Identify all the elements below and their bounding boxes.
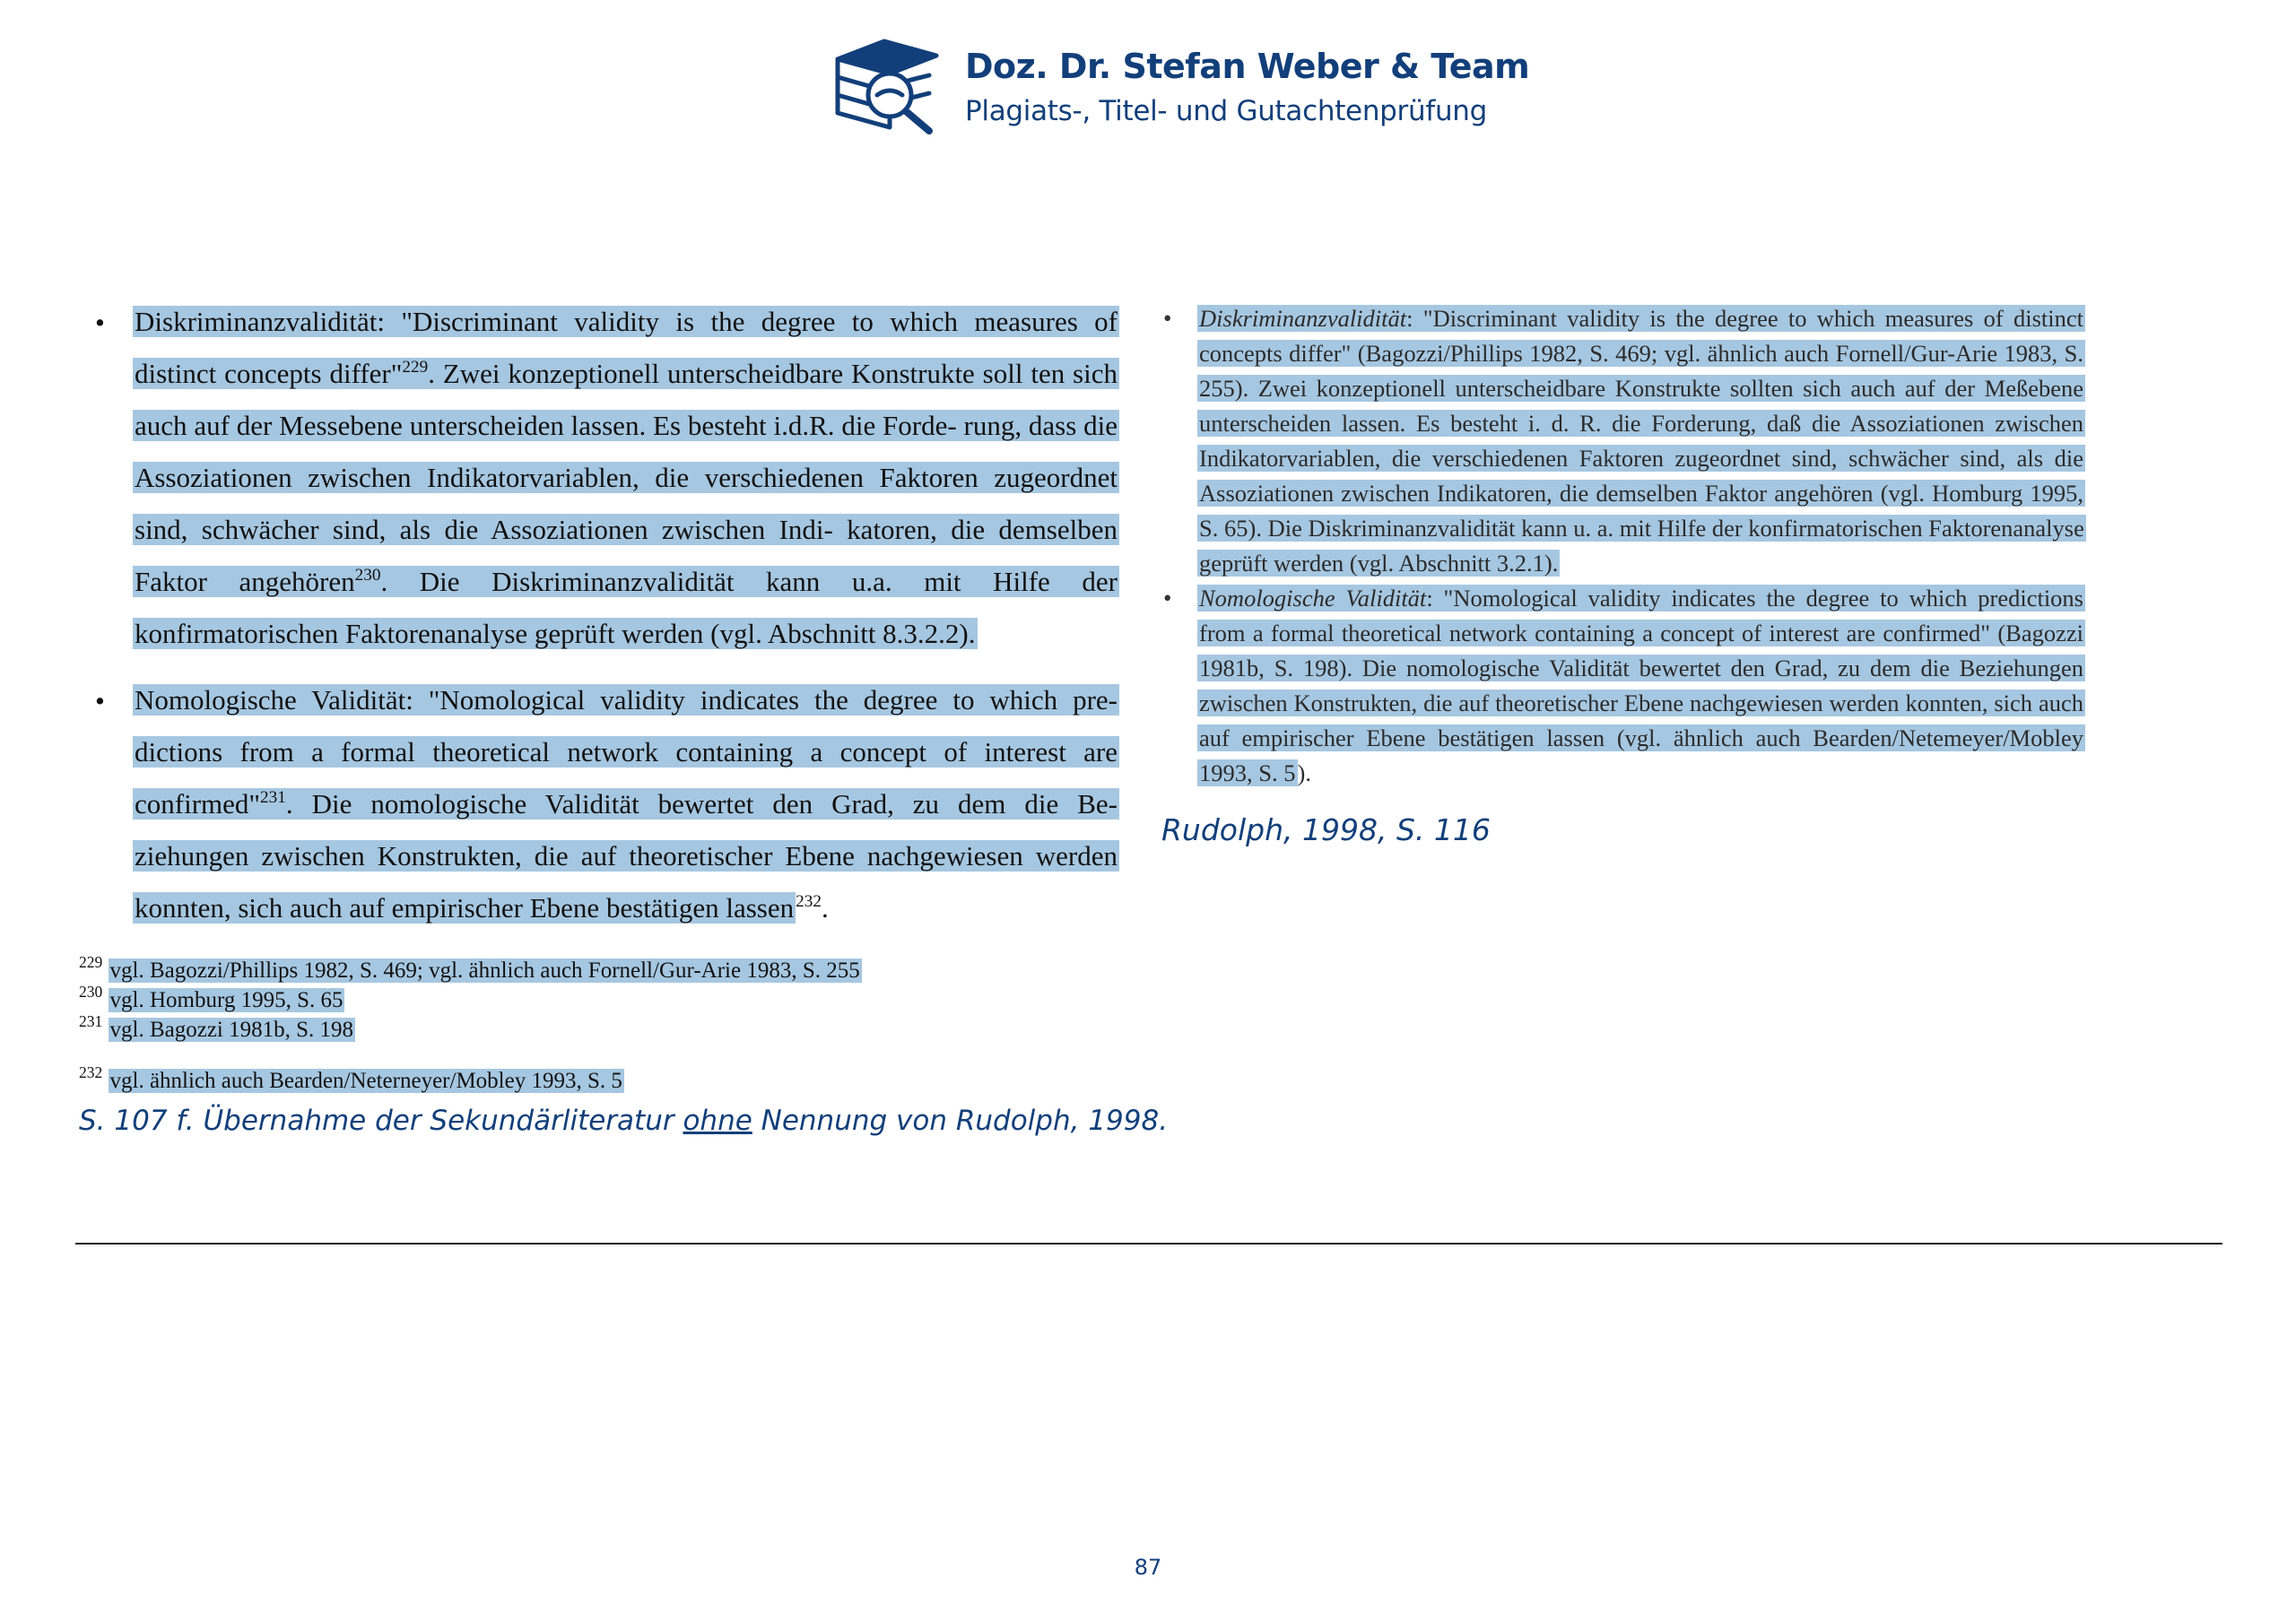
footnote bbox=[79, 985, 1119, 1015]
term: Diskriminanzvalidität bbox=[1199, 305, 1407, 332]
caption-text: Nennung von Rudolph, 1998. bbox=[752, 1105, 1169, 1137]
right-caption: Rudolph, 1998, S. 116 bbox=[1161, 812, 1491, 847]
brand-title: Doz. Dr. Stefan Weber & Team bbox=[965, 47, 1530, 86]
text-segment: . bbox=[821, 892, 829, 924]
bullet: • bbox=[95, 307, 105, 338]
text-segment: ). bbox=[1297, 759, 1311, 786]
paragraph bbox=[1197, 301, 2085, 581]
source-item-nomologische-validitaet bbox=[1161, 581, 2085, 791]
footnote-text: vgl. Homburg 1995, S. 65 bbox=[109, 988, 344, 1012]
caption-emphasis: ohne bbox=[683, 1105, 752, 1137]
footnote-ref: 230 bbox=[354, 566, 381, 585]
footnote-ref: 232 bbox=[796, 892, 822, 912]
list-item-diskriminanzvaliditaet bbox=[79, 296, 1119, 660]
text-segment: . Die Diskriminanzvalidität kann u.a. mit Hilfe der konfirmatorischen Faktorenanalyse geprüft werden (vgl. Abschnitt 8.3.2.2). bbox=[135, 566, 1118, 649]
paragraph bbox=[133, 674, 1119, 934]
footnote-ref: 231 bbox=[260, 788, 286, 808]
footnote-text: vgl. Bagozzi/Phillips 1982, S. 469; vgl. ähnlich auch Fornell/Gur-Arie 1983, S. 255 bbox=[109, 958, 860, 983]
header bbox=[831, 36, 1530, 134]
right-source-excerpt bbox=[1161, 301, 2085, 847]
footnote bbox=[79, 1012, 1119, 1045]
footnote-text: vgl. ähnlich auch Bearden/Neterneyer/Mobley 1993, S. 5 bbox=[109, 1069, 622, 1093]
bullet: • bbox=[95, 685, 105, 716]
text-segment: . Zwei konzeptionell unterscheidbare Konstrukte soll ten sich auch auf der Messebene unterscheiden lassen. Es besteht i.d.R. die Forde- rung, dass die Assoziationen zwischen Indikatorvariablen, die verschiedenen Faktoren zugeordnet sind, schwächer sind, als die Assoziationen zwischen Indi- katoren, die demselben Faktor angehören bbox=[135, 358, 1118, 597]
left-excerpt bbox=[79, 296, 1169, 1137]
paragraph bbox=[1197, 581, 2085, 791]
highlighted-text bbox=[1197, 305, 2086, 577]
list-item-nomologische-validitaet bbox=[79, 674, 1119, 934]
footnote bbox=[79, 1063, 1119, 1096]
highlighted-text bbox=[1197, 585, 2085, 786]
book-magnifier-logo-icon bbox=[831, 36, 942, 134]
footnote-number: 230 bbox=[79, 983, 103, 1002]
text-segment: : "Nomological validity indicates the degree to which predictions from a formal theoretical network containing a concept of interest are confirmed" (Bagozzi 1981b, S. 198). Die nomologische Validität bewertet den Grad, zu dem die Beziehungen zwischen Konstrukten, die auf theoretischer Ebene nachgewiesen werden konnten, sich auch auf empirischer Ebene bestätigen lassen (vgl. ähnlich auch Bearden/Netemeyer/Mobley 1993, S. 5 bbox=[1199, 585, 2083, 786]
brand-subtitle: Plagiats-, Titel- und Gutachtenprüfung bbox=[965, 95, 1488, 127]
text-segment: : "Discriminant validity is the degree to which measures of distinct concepts differ" (Bagozzi/Phillips 1982, S. 469; vgl. ähnlich auch Fornell/Gur-Arie 1983, S. 255). Zwei konzeptionell unterscheidbare Konstrukte sollten sich auch auf der Meßebene unterscheiden lassen. Es besteht i. d. R. die Forderung, daß die Assoziationen zwischen Indikatorvariablen, die verschiedenen Faktoren zugeordnet sind, schwächer sind, als die Assoziationen zwischen Indikatoren, die demselben Faktor angehören (vgl. Homburg 1995, S. 65). Die Diskriminanzvalidität kann u. a. mit Hilfe der konfirmatorischen Faktorenanalyse geprüft werden (vgl. Abschnitt 3.2.1). bbox=[1199, 305, 2084, 577]
bullet: • bbox=[1163, 585, 1172, 612]
footnote-text: vgl. Bagozzi 1981b, S. 198 bbox=[109, 1018, 354, 1042]
left-caption bbox=[79, 1105, 1169, 1137]
source-item-diskriminanzvaliditaet bbox=[1161, 301, 2085, 581]
footnote-number: 231 bbox=[79, 1012, 103, 1031]
bullet: • bbox=[1163, 305, 1172, 332]
highlighted-text bbox=[133, 684, 1119, 924]
text-segment: . Die nomologische Validität bewertet den Grad, zu dem die Be- ziehungen zwischen Konstrukten, die auf theoretischer Ebene nachgewiesen werden konnten, sich auch auf empirischer Ebene bestätigen lassen bbox=[135, 788, 1118, 924]
highlighted-text bbox=[133, 306, 1119, 649]
paragraph bbox=[133, 296, 1119, 660]
text-segment: Diskriminanzvalidität: "Discriminant validity is the degree to which measures of distinct concepts differ" bbox=[135, 306, 1118, 389]
caption-text: S. 107 f. Übernahme der Sekundärliteratur bbox=[79, 1105, 683, 1137]
footnotes bbox=[79, 953, 1119, 1096]
text-segment: Nomologische Validität: "Nomological validity indicates the degree to which pre- dictions from a formal theoretical network containing a concept of interest are confirmed" bbox=[135, 684, 1118, 820]
divider bbox=[75, 1243, 2222, 1245]
footnote-ref: 229 bbox=[402, 358, 429, 377]
footnote-number: 232 bbox=[79, 1063, 103, 1082]
term: Nomologische Validität bbox=[1199, 585, 1427, 612]
page-number: 87 bbox=[1134, 1555, 1162, 1580]
footnote bbox=[79, 953, 1119, 985]
footnote-number: 229 bbox=[79, 953, 103, 972]
